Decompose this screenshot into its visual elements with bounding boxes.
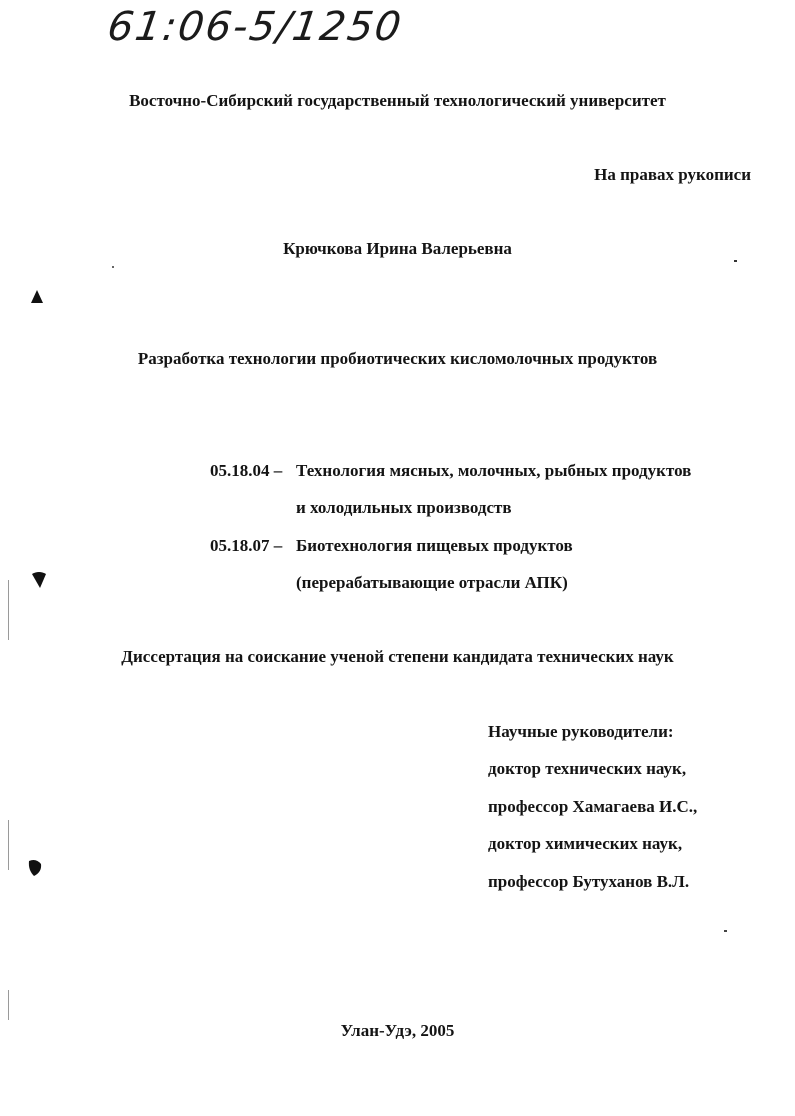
- punch-hole-mark: [26, 858, 44, 878]
- scan-edge-line: [8, 580, 9, 640]
- punch-hole-mark: [28, 288, 46, 306]
- supervisors-heading: Научные руководители:: [488, 722, 674, 741]
- scan-edge-line: [8, 990, 9, 1020]
- author-name: Крючкова Ирина Валерьевна: [283, 239, 512, 258]
- degree-statement: Диссертация на соискание ученой степени кандидата технических наук: [121, 647, 674, 666]
- specialty-code: 05.18.07 –: [210, 536, 283, 555]
- scan-speck: [724, 930, 727, 932]
- manuscript-rights-label: На правах рукописи: [594, 165, 751, 184]
- handwritten-archive-code: 61:06-5/1250: [104, 4, 406, 50]
- place-and-year: Улан-Удэ, 2005: [340, 1021, 455, 1040]
- supervisor-line: профессор Хамагаева И.С.,: [488, 797, 698, 816]
- dissertation-title: Разработка технологии пробиотических кисломолочных продуктов: [137, 349, 658, 368]
- specialty-name-line1: Технология мясных, молочных, рыбных продуктов: [296, 461, 692, 480]
- scan-edge-line: [8, 820, 9, 870]
- specialty-name-line1: Биотехнология пищевых продуктов: [296, 536, 573, 555]
- scan-speck: [112, 266, 114, 268]
- supervisor-line: доктор химических наук,: [488, 834, 683, 853]
- punch-hole-mark: [30, 570, 48, 590]
- specialty-name-line2: (перерабатывающие отрасли АПК): [296, 573, 568, 592]
- supervisor-line: доктор технических наук,: [488, 759, 687, 778]
- scan-speck: [734, 260, 737, 262]
- supervisor-line: профессор Бутуханов В.Л.: [488, 872, 690, 891]
- specialty-code: 05.18.04 –: [210, 461, 283, 480]
- university-name: Восточно-Сибирский государственный технологический университет: [129, 91, 666, 110]
- specialty-name-line2: и холодильных производств: [296, 498, 512, 517]
